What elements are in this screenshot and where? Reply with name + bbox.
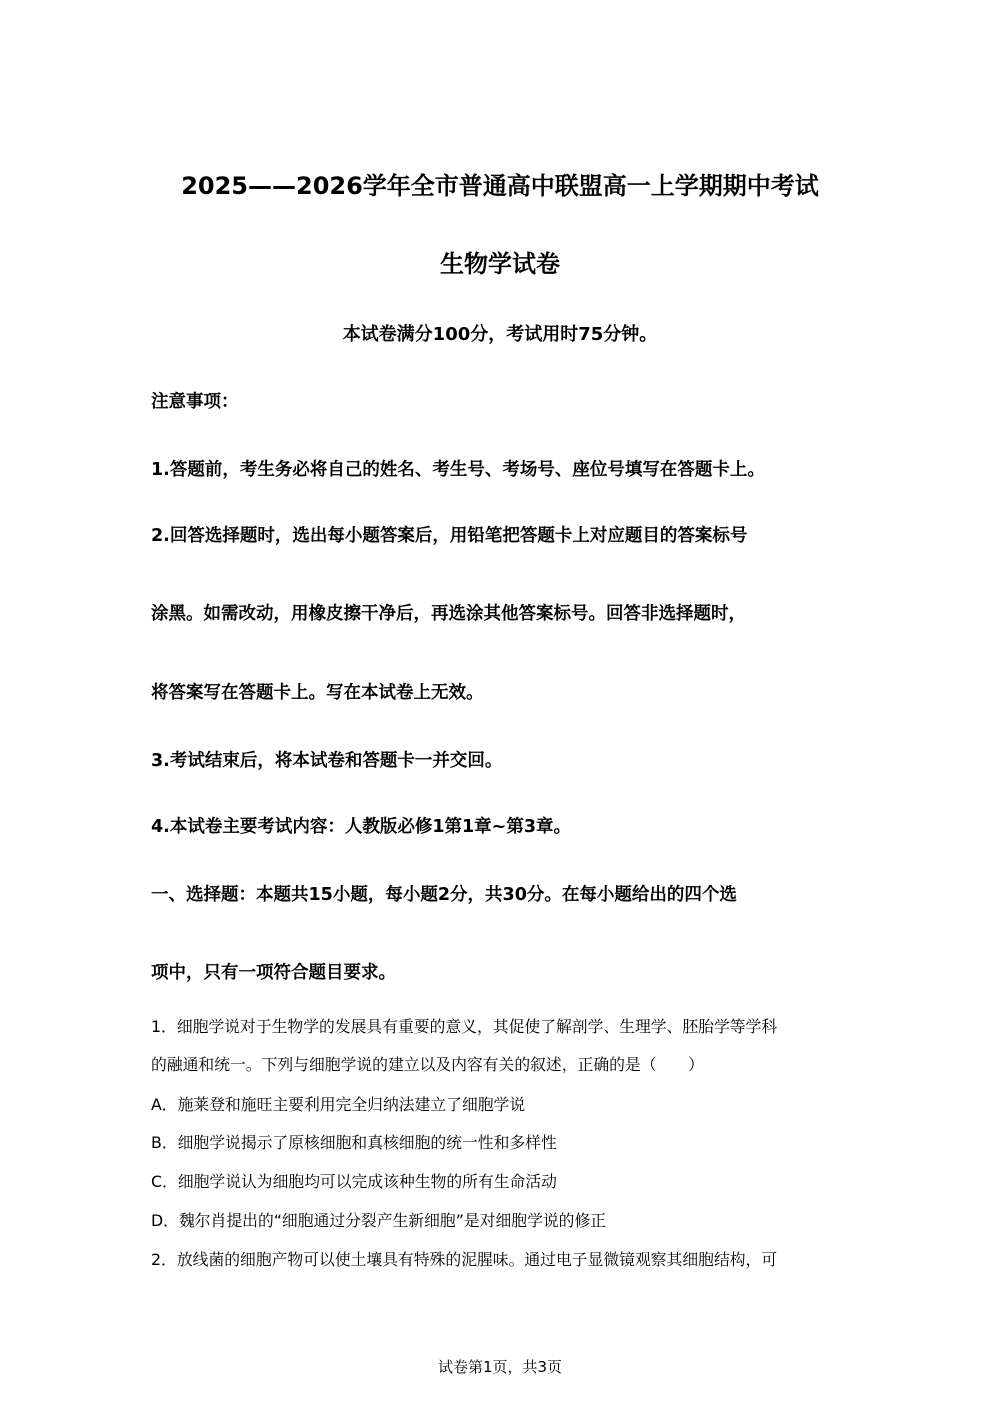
question-1-option-b: B．细胞学说揭示了原核细胞和真核细胞的统一性和多样性 (151, 1133, 557, 1152)
question-1-option-c: C．细胞学说认为细胞均可以完成该种生物的所有生命活动 (151, 1172, 557, 1191)
note-line: 3.考试结束后，将本试卷和答题卡一并交回。 (151, 751, 503, 771)
note-line: 4.本试卷主要考试内容：人教版必修1第1章~第3章。 (151, 817, 572, 837)
note-line: 1.答题前，考生务必将自己的姓名、考生号、考场号、座位号填写在答题卡上。 (151, 460, 765, 480)
section-heading-cont: 项中，只有一项符合题目要求。 (151, 963, 396, 983)
question-1-option-d: D．魏尔肖提出的“细胞通过分裂产生新细胞”是对细胞学说的修正 (151, 1211, 607, 1230)
note-line: 涂黑。如需改动，用橡皮擦干净后，再选涂其他答案标号。回答非选择题时， (151, 604, 746, 624)
page-footer: 试卷第1页，共3页 (437, 1358, 563, 1376)
notes-heading: 注意事项： (151, 392, 239, 412)
question-2-stem: 2．放线菌的细胞产物可以使土壤具有特殊的泥腥味。通过电子显微镜观察其细胞结构，可 (151, 1250, 778, 1269)
exam-info: 本试卷满分100分，考试用时75分钟。 (342, 324, 658, 345)
section-heading: 一、选择题：本题共15小题，每小题2分，共30分。在每小题给出的四个选 (151, 885, 737, 905)
note-line: 将答案写在答题卡上。写在本试卷上无效。 (151, 683, 484, 703)
note-line: 2.回答选择题时，选出每小题答案后，用铅笔把答题卡上对应题目的答案标号 (151, 526, 748, 546)
exam-title: 2025——2026学年全市普通高中联盟高一上学期期中考试 (181, 172, 819, 200)
exam-subtitle: 生物学试卷 (440, 250, 560, 278)
question-1-stem: 1．细胞学说对于生物学的发展具有重要的意义，其促使了解剖学、生理学、胚胎学等学科 (151, 1017, 778, 1036)
question-1-option-a: A．施莱登和施旺主要利用完全归纳法建立了细胞学说 (151, 1095, 526, 1114)
question-1-stem-cont: 的融通和统一。下列与细胞学说的建立以及内容有关的叙述，正确的是（ ） (151, 1055, 704, 1074)
